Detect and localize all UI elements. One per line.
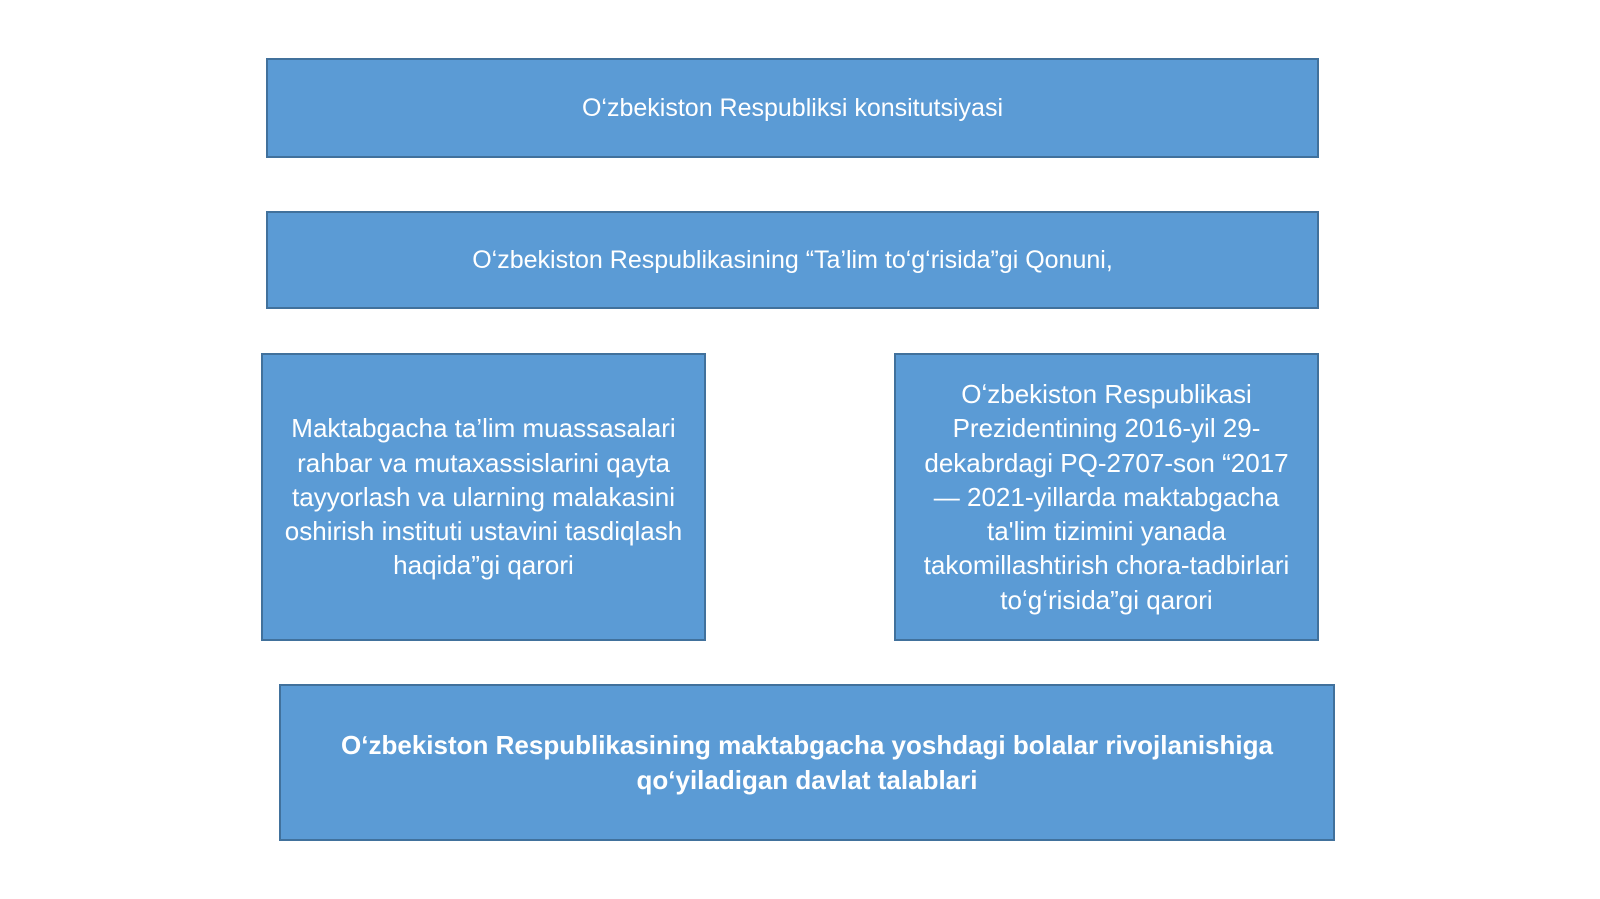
state-requirements-text: Oʻzbekiston Respublikasining maktabgacha yoshdagi bolalar rivojlanishiga qoʻyiladigan davlat talablari (341, 730, 1273, 795)
state-requirements-box (279, 684, 1335, 841)
president-resolution-box (894, 353, 1319, 641)
education-law-box (266, 211, 1319, 309)
president-resolution-text: Oʻzbekiston Respublikasi Prezidentining 2016-yil 29-dekabrdagi PQ-2707-son “2017 — 2021-yillarda maktabgacha ta'lim tizimini yanada takomillashtirish chora-tadbirlari toʻgʻrisida”gi qarori (923, 378, 1290, 615)
constitution-text: O‘zbekiston Respubliksi konsitutsiyasi (581, 93, 1003, 122)
institute-resolution-box (261, 353, 706, 641)
constitution-box (266, 58, 1319, 158)
education-law-text: O‘zbekiston Respublikasining “Ta’lim to‘g‘risida”gi Qonuni, (472, 245, 1113, 274)
institute-resolution-text: Maktabgacha ta’lim muassasalari rahbar va mutaxassislarini qayta tayyorlash va ularning malakasini oshirish instituti ustavini tasdiqlash haqida”gi qarori (284, 413, 683, 581)
